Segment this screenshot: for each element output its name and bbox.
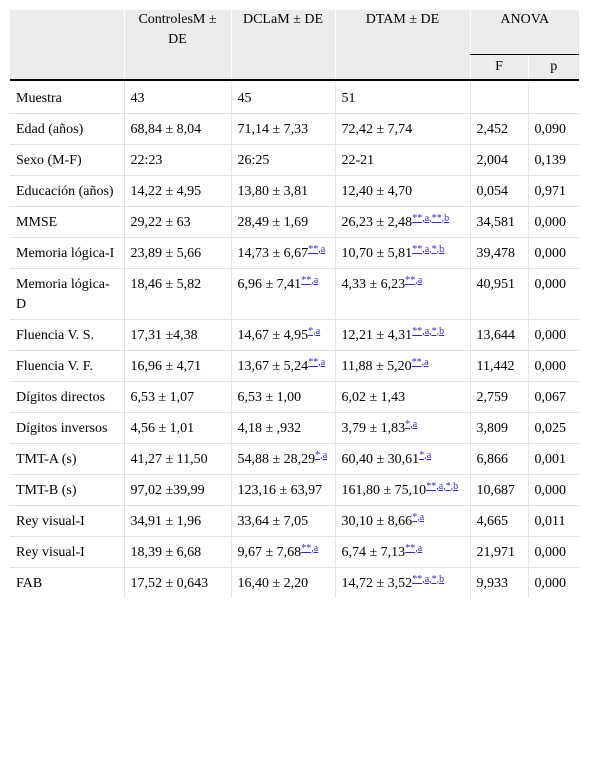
row-label	[10, 206, 124, 237]
cell-controles	[124, 206, 231, 237]
table-row	[10, 474, 579, 505]
cell-anova-f-text: 4,665	[476, 513, 508, 529]
table-row	[10, 536, 579, 567]
cell-controles-text: 41,27 ± 11,50	[130, 451, 208, 467]
table-row	[10, 567, 579, 598]
cell-dcla-text: 54,88 ± 28,29	[237, 451, 316, 467]
cell-dta-text: 72,42 ± 7,74	[341, 121, 413, 137]
cell-dta	[335, 567, 470, 598]
row-label	[10, 237, 124, 268]
cell-dcla-text: 71,14 ± 7,33	[237, 121, 309, 137]
cell-dta-text: 161,80 ± 75,10	[341, 482, 427, 498]
cell-anova-p-text: 0,067	[534, 389, 566, 405]
cell-anova-f-text: 34,581	[476, 214, 515, 230]
cell-anova-p	[528, 412, 579, 443]
cell-anova-p	[528, 536, 579, 567]
cell-dcla	[231, 319, 335, 350]
cell-anova-f-text: 40,951	[476, 276, 515, 292]
cell-controles	[124, 443, 231, 474]
cell-anova-f	[470, 412, 528, 443]
cell-anova-p	[528, 381, 579, 412]
row-label	[10, 113, 124, 144]
cell-dta	[335, 175, 470, 206]
cell-anova-p	[528, 319, 579, 350]
cell-dcla	[231, 113, 335, 144]
cell-anova-f-text: 11,442	[476, 358, 515, 374]
cell-dta-text: 12,40 ± 4,70	[341, 183, 413, 199]
row-label-text: Dígitos directos	[16, 389, 106, 405]
cell-controles-text: 68,84 ± 8,04	[130, 121, 202, 137]
cell-controles-text: 18,39 ± 6,68	[130, 544, 202, 560]
cell-dcla-text: 45	[237, 90, 252, 106]
header-sub-blank-3	[231, 54, 335, 80]
row-label-text: Memoria lógica-I	[16, 245, 115, 261]
row-label	[10, 319, 124, 350]
cell-controles	[124, 381, 231, 412]
cell-anova-f-text: 3,809	[476, 420, 508, 436]
cell-dcla-text: 33,64 ± 7,05	[237, 513, 309, 529]
table-row	[10, 505, 579, 536]
cell-anova-p	[528, 350, 579, 381]
header-sub-blank-1	[10, 54, 124, 80]
cell-dta	[335, 268, 470, 319]
cell-dta	[335, 206, 470, 237]
header-dcla: DCLaM ± DE	[231, 10, 335, 54]
significance-footnote-link[interactable]: **,a,*,b	[412, 325, 445, 337]
cell-dta	[335, 144, 470, 175]
cell-anova-p-text: 0,971	[534, 183, 566, 199]
cell-dta	[335, 381, 470, 412]
header-sub-blank-4	[335, 54, 470, 80]
cell-controles-text: 34,91 ± 1,96	[130, 513, 202, 529]
significance-footnote-link[interactable]: *,a	[419, 449, 432, 461]
cell-dta	[335, 319, 470, 350]
cell-anova-p-text: 0,090	[534, 121, 566, 137]
cell-anova-f	[470, 567, 528, 598]
cell-anova-f-text: 10,687	[476, 482, 515, 498]
cell-controles	[124, 319, 231, 350]
cell-dta-text: 51	[341, 90, 356, 106]
cell-anova-f	[470, 381, 528, 412]
row-label-text: Educación (años)	[16, 183, 114, 199]
row-label-text: TMT-B (s)	[16, 482, 77, 498]
table-row	[10, 443, 579, 474]
cell-dcla	[231, 412, 335, 443]
significance-footnote-link[interactable]: *,a	[405, 418, 418, 430]
significance-footnote-link[interactable]: **,a,*,b	[412, 573, 445, 585]
cell-controles	[124, 505, 231, 536]
cell-controles	[124, 536, 231, 567]
row-label-text: MMSE	[16, 214, 58, 230]
cell-anova-f	[470, 206, 528, 237]
cell-dcla-text: 9,67 ± 7,68	[237, 544, 302, 560]
significance-footnote-link[interactable]: **,a	[301, 542, 319, 554]
cell-anova-f-text: 9,933	[476, 575, 508, 591]
cell-anova-p-text: 0,000	[534, 544, 566, 560]
cell-dcla	[231, 505, 335, 536]
results-table-container	[10, 10, 579, 598]
cell-dta-text: 10,70 ± 5,81	[341, 245, 413, 261]
cell-dta	[335, 237, 470, 268]
cell-anova-p	[528, 144, 579, 175]
cell-anova-f	[470, 268, 528, 319]
table-row	[10, 80, 579, 114]
row-label-text: Fluencia V. S.	[16, 327, 95, 343]
cell-dcla-text: 13,67 ± 5,24	[237, 358, 309, 374]
cell-controles	[124, 144, 231, 175]
row-label-text: Rey visual-I	[16, 544, 85, 560]
cell-anova-p	[528, 443, 579, 474]
cell-controles	[124, 350, 231, 381]
cell-dta-text: 11,88 ± 5,20	[341, 358, 412, 374]
cell-anova-p-text: 0,000	[534, 245, 566, 261]
cell-controles-text: 6,53 ± 1,07	[130, 389, 195, 405]
table-row	[10, 206, 579, 237]
row-label-text: Memoria lógica-D	[16, 276, 110, 312]
cell-controles	[124, 268, 231, 319]
cell-dcla	[231, 381, 335, 412]
cell-anova-f-text: 2,004	[476, 152, 508, 168]
significance-footnote-link[interactable]: **,a	[308, 243, 326, 255]
cell-anova-f	[470, 319, 528, 350]
cell-dcla-text: 14,67 ± 4,95	[237, 327, 309, 343]
significance-footnote-link[interactable]: *,a	[315, 449, 328, 461]
row-label-text: FAB	[16, 575, 43, 591]
cell-anova-p	[528, 206, 579, 237]
cell-anova-f	[470, 144, 528, 175]
cell-anova-f-text: 21,971	[476, 544, 515, 560]
cell-anova-f-text: 39,478	[476, 245, 515, 261]
row-label-text: Edad (años)	[16, 121, 84, 137]
row-label-text: Fluencia V. F.	[16, 358, 93, 374]
cell-anova-f-text: 0,054	[476, 183, 508, 199]
cell-dcla-text: 4,18 ± ,932	[237, 420, 302, 436]
row-label	[10, 381, 124, 412]
cell-dta-text: 6,74 ± 7,13	[341, 544, 406, 560]
cell-dta-text: 14,72 ± 3,52	[341, 575, 413, 591]
results-table	[10, 10, 579, 598]
cell-dcla-text: 6,53 ± 1,00	[237, 389, 302, 405]
cell-dta	[335, 350, 470, 381]
cell-dcla-text: 16,40 ± 2,20	[237, 575, 309, 591]
cell-anova-f-text: 6,866	[476, 451, 508, 467]
cell-dcla	[231, 268, 335, 319]
cell-dcla	[231, 237, 335, 268]
cell-anova-p	[528, 268, 579, 319]
row-label	[10, 268, 124, 319]
cell-dta-text: 6,02 ± 1,43	[341, 389, 406, 405]
cell-anova-p	[528, 80, 579, 114]
row-label	[10, 350, 124, 381]
cell-anova-f	[470, 505, 528, 536]
cell-anova-p-text: 0,000	[534, 482, 566, 498]
table-row	[10, 350, 579, 381]
cell-anova-p	[528, 175, 579, 206]
table-body	[10, 80, 579, 598]
row-label	[10, 144, 124, 175]
cell-anova-p-text: 0,000	[534, 358, 566, 374]
cell-dta-text: 30,10 ± 8,66	[341, 513, 413, 529]
cell-dta	[335, 443, 470, 474]
row-label	[10, 175, 124, 206]
cell-anova-p	[528, 505, 579, 536]
cell-dta-text: 22-21	[341, 152, 375, 168]
table-row	[10, 237, 579, 268]
cell-dta	[335, 80, 470, 114]
cell-anova-f	[470, 237, 528, 268]
cell-controles	[124, 567, 231, 598]
row-label-text: Muestra	[16, 90, 62, 106]
row-label-text: Dígitos inversos	[16, 420, 108, 436]
cell-dcla-text: 6,96 ± 7,41	[237, 276, 302, 292]
cell-controles	[124, 412, 231, 443]
cell-anova-f-text: 2,452	[476, 121, 508, 137]
cell-dta	[335, 474, 470, 505]
cell-dta	[335, 113, 470, 144]
cell-anova-p-text: 0,000	[534, 214, 566, 230]
significance-footnote-link[interactable]: **,a	[411, 356, 429, 368]
cell-anova-f	[470, 350, 528, 381]
cell-controles	[124, 113, 231, 144]
cell-anova-p-text: 0,000	[534, 327, 566, 343]
cell-anova-f	[470, 175, 528, 206]
significance-footnote-link[interactable]: *,a	[412, 511, 425, 523]
cell-dta	[335, 412, 470, 443]
cell-controles	[124, 175, 231, 206]
significance-footnote-link[interactable]: **,a	[405, 542, 423, 554]
cell-dcla	[231, 350, 335, 381]
cell-dta-text: 26,23 ± 2,48	[341, 214, 413, 230]
cell-controles	[124, 237, 231, 268]
cell-controles-text: 14,22 ± 4,95	[130, 183, 202, 199]
cell-dta-text: 4,33 ± 6,23	[341, 276, 406, 292]
significance-footnote-link[interactable]: **,a	[301, 274, 319, 286]
row-label-text: Rey visual-I	[16, 513, 85, 529]
significance-footnote-link[interactable]: *,a	[308, 325, 321, 337]
header-p: p	[528, 54, 579, 80]
cell-anova-p	[528, 567, 579, 598]
cell-anova-p-text: 0,000	[534, 575, 566, 591]
cell-dta	[335, 505, 470, 536]
cell-anova-f	[470, 443, 528, 474]
table-row	[10, 319, 579, 350]
header-label-blank	[10, 10, 124, 54]
cell-dcla	[231, 175, 335, 206]
row-label	[10, 567, 124, 598]
row-label	[10, 505, 124, 536]
row-label	[10, 443, 124, 474]
row-label-text: Sexo (M-F)	[16, 152, 82, 168]
cell-controles-text: 23,89 ± 5,66	[130, 245, 202, 261]
cell-dcla-text: 13,80 ± 3,81	[237, 183, 309, 199]
cell-dcla-text: 14,73 ± 6,67	[237, 245, 309, 261]
cell-anova-p-text: 0,011	[534, 513, 566, 529]
row-label	[10, 80, 124, 114]
cell-anova-f	[470, 536, 528, 567]
cell-controles-text: 97,02 ±39,99	[130, 482, 205, 498]
cell-anova-p-text: 0,025	[534, 420, 566, 436]
cell-anova-p	[528, 113, 579, 144]
significance-footnote-link[interactable]: **,a,**,b	[412, 212, 450, 224]
table-header	[10, 10, 579, 80]
cell-dcla-text: 26:25	[237, 152, 270, 168]
table-row	[10, 113, 579, 144]
significance-footnote-link[interactable]: **,a,*,b	[426, 480, 459, 492]
significance-footnote-link[interactable]: **,a	[405, 274, 423, 286]
row-label	[10, 536, 124, 567]
cell-dta-text: 3,79 ± 1,83	[341, 420, 406, 436]
cell-anova-f	[470, 80, 528, 114]
cell-anova-p	[528, 237, 579, 268]
cell-controles-text: 17,31 ±4,38	[130, 327, 198, 343]
cell-dcla	[231, 144, 335, 175]
header-controles: ControlesM ± DE	[124, 10, 231, 54]
cell-controles-text: 18,46 ± 5,82	[130, 276, 202, 292]
cell-dta	[335, 536, 470, 567]
cell-dcla	[231, 443, 335, 474]
cell-controles-text: 4,56 ± 1,01	[130, 420, 195, 436]
cell-anova-f-text: 2,759	[476, 389, 508, 405]
table-row	[10, 175, 579, 206]
cell-controles-text: 43	[130, 90, 145, 106]
cell-dcla	[231, 536, 335, 567]
header-anova: ANOVA	[470, 10, 579, 54]
cell-dcla-text: 123,16 ± 63,97	[237, 482, 323, 498]
cell-anova-p	[528, 474, 579, 505]
cell-anova-f	[470, 113, 528, 144]
cell-anova-p-text: 0,001	[534, 451, 566, 467]
cell-dcla	[231, 80, 335, 114]
cell-anova-p-text: 0,139	[534, 152, 566, 168]
cell-controles-text: 16,96 ± 4,71	[130, 358, 202, 374]
table-row	[10, 268, 579, 319]
cell-dcla-text: 28,49 ± 1,69	[237, 214, 309, 230]
cell-controles	[124, 474, 231, 505]
cell-dcla	[231, 474, 335, 505]
row-label-text: TMT-A (s)	[16, 451, 77, 467]
table-row	[10, 144, 579, 175]
header-sub-blank-2	[124, 54, 231, 80]
cell-dcla	[231, 567, 335, 598]
cell-controles-text: 22:23	[130, 152, 163, 168]
cell-dta-text: 60,40 ± 30,61	[341, 451, 420, 467]
cell-anova-p-text: 0,000	[534, 276, 566, 292]
cell-dta-text: 12,21 ± 4,31	[341, 327, 413, 343]
cell-anova-f-text: 13,644	[476, 327, 515, 343]
header-f: F	[470, 54, 528, 80]
table-row	[10, 381, 579, 412]
significance-footnote-link[interactable]: **,a	[308, 356, 326, 368]
header-dta: DTAM ± DE	[335, 10, 470, 54]
cell-controles-text: 17,52 ± 0,643	[130, 575, 209, 591]
row-label	[10, 412, 124, 443]
cell-controles-text: 29,22 ± 63	[130, 214, 191, 230]
significance-footnote-link[interactable]: **,a,*,b	[412, 243, 445, 255]
cell-dcla	[231, 206, 335, 237]
row-label	[10, 474, 124, 505]
cell-anova-f	[470, 474, 528, 505]
cell-controles	[124, 80, 231, 114]
table-row	[10, 412, 579, 443]
